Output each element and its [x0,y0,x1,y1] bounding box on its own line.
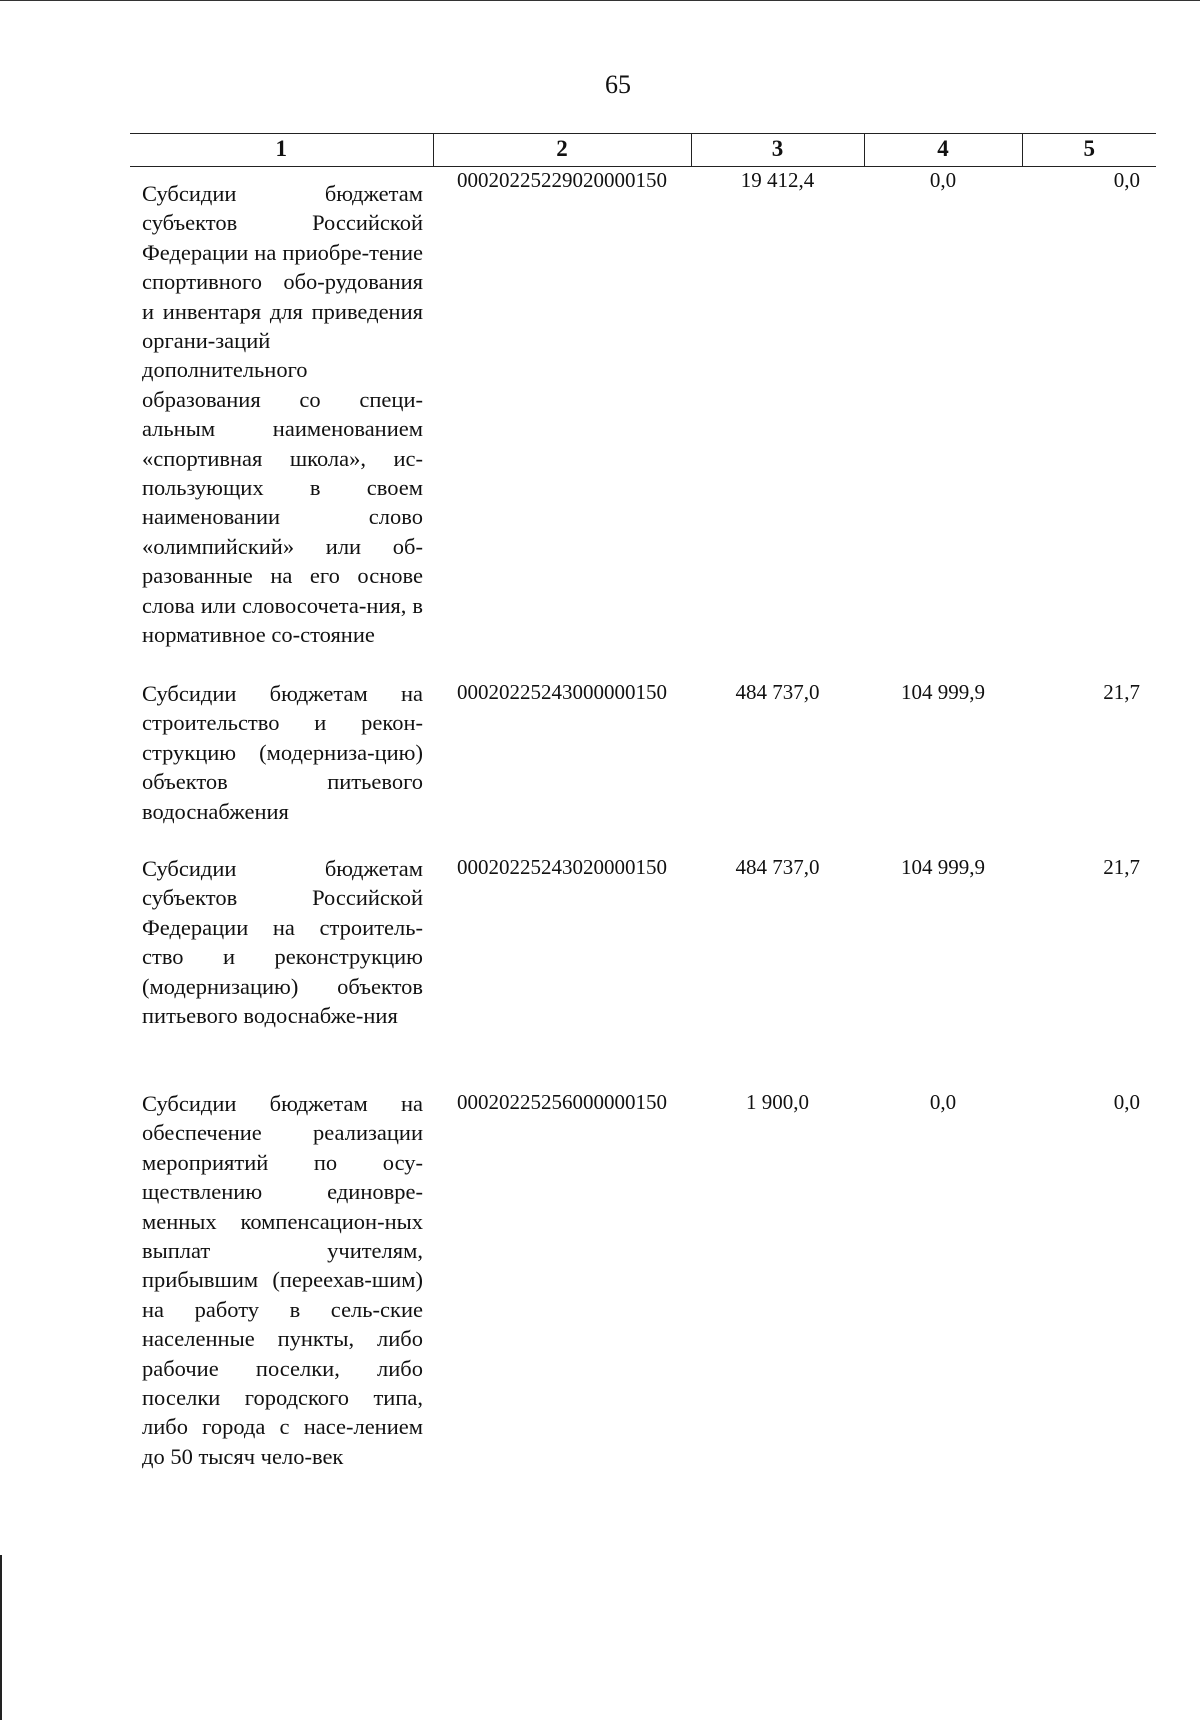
column-header-4: 4 [864,134,1022,167]
row-code: 00020225243020000150 [457,855,667,879]
row-value-col3: 19 412,4 [740,168,815,192]
column-header-3: 3 [691,134,864,167]
table-row [130,679,1156,854]
budget-table [130,133,1156,1509]
scan-left-edge [0,1555,2,1720]
column-header-1: 1 [130,134,433,167]
row-value-col3: 1 900,0 [746,1090,809,1114]
row-value-col3: 484 737,0 [735,680,820,704]
row-value-col5: 0,0 [1113,1090,1140,1114]
page-number: 65 [605,70,631,99]
column-header-5: 5 [1022,134,1156,167]
row-code: 00020225229020000150 [457,168,667,192]
row-description: Субсидии бюджетам на обеспечение реализации мероприятий по осу-ществлению единовре-менных компенсацион-ных выплат учителям, прибывшим (переехав-шим) на работу в сель-ские населенные пункты, либо рабочие поселки, либо поселки городского типа, либо города с насе-лением до 50 тысяч чело-век [142,1091,423,1469]
row-value-col4: 104 999,9 [901,680,985,704]
row-code: 00020225256000000150 [457,1090,667,1114]
row-description: Субсидии бюджетам субъектов Российской Федерации на приобре-тение спортивного обо-рудования и инвентаря для приведения органи-заций дополнительного образования со специ-альным наименованием «спортивная школа», ис-пользующих в своем наименовании слово «олимпийский» или об-разованные на его основе слова или словосочета-ния, в нормативное со-стояние [142,181,423,648]
row-value-col4: 0,0 [929,168,957,192]
row-value-col5: 0,0 [1113,168,1140,192]
row-value-col5: 21,7 [1103,855,1140,879]
row-value-col4: 104 999,9 [901,855,985,879]
row-description: Субсидии бюджетам субъектов Российской Федерации на строитель-ство и реконструкцию (модернизацию) объектов питьевого водоснабже-ния [142,856,423,1029]
column-header-2: 2 [433,134,691,167]
scan-top-edge [0,0,1200,1]
row-value-col5: 21,7 [1103,680,1140,704]
table-row [130,167,1156,680]
table-header-row [130,134,1156,167]
row-value-col3: 484 737,0 [735,855,820,879]
table-row [130,1089,1156,1509]
row-value-col4: 0,0 [929,1090,957,1114]
row-description: Субсидии бюджетам на строительство и рекон-струкцию (модерниза-цию) объектов питьевого водоснабжения [142,681,423,824]
table-row [130,854,1156,1089]
row-code: 00020225243000000150 [457,680,667,704]
